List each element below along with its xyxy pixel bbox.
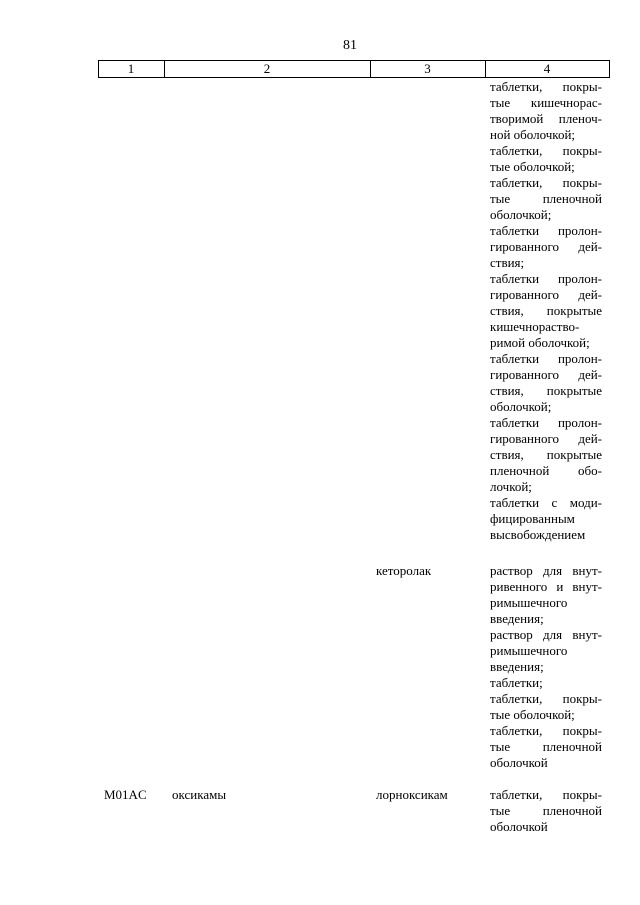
form-line: гированного дей- [490, 367, 602, 382]
form-line: таблетки пролон- [490, 415, 602, 430]
form-line: оболочкой; [490, 399, 552, 414]
form-line: таблетки пролон- [490, 351, 602, 366]
form-line: ствия, покрытые [490, 303, 602, 318]
form-line: раствор для внут- [490, 627, 602, 642]
form-line: ной оболочкой; [490, 127, 576, 142]
form-line: таблетки, покры- [490, 723, 602, 738]
form-line: тые оболочкой; [490, 707, 575, 722]
header-col-2: 2 [263, 61, 271, 76]
form-line: таблетки, покры- [490, 691, 602, 706]
form-line: тые пленочной [490, 739, 602, 754]
header-col-4: 4 [543, 61, 551, 76]
form-line: гированного дей- [490, 431, 602, 446]
form-line: таблетки, покры- [490, 79, 602, 94]
form-line: тые оболочкой; [490, 159, 575, 174]
form-line: таблетки с моди- [490, 495, 602, 510]
drug-group: оксикамы [172, 787, 227, 802]
form-line: ствия, покрытые [490, 447, 602, 462]
form-line: введения; [490, 659, 544, 674]
dosage-forms-continued [490, 79, 602, 543]
form-line: таблетки, покры- [490, 175, 602, 190]
form-line: введения; [490, 611, 544, 626]
page-number: 81 [343, 38, 357, 53]
form-line: тые пленочной [490, 191, 602, 206]
form-line: таблетки пролон- [490, 223, 602, 238]
form-line: тые пленочной [490, 803, 602, 818]
form-line: ствия, покрытые [490, 383, 602, 398]
form-line: таблетки; [490, 675, 543, 690]
drug-table [98, 60, 610, 78]
ketorolac-dosage-forms [490, 563, 602, 771]
form-line: таблетки пролон- [490, 271, 602, 286]
atc-code: M01AC [104, 787, 147, 802]
form-line: ствия; [490, 255, 525, 270]
form-line: высвобождением [490, 527, 586, 542]
form-line: оболочкой; [490, 207, 552, 222]
form-line: фицированным [490, 511, 575, 526]
form-line: гированного дей- [490, 239, 602, 254]
form-line: раствор для внут- [490, 563, 602, 578]
form-line: тые кишечнорас- [490, 95, 602, 110]
form-line: оболочкой [490, 755, 548, 770]
form-line: оболочкой [490, 819, 548, 834]
drug-name-ketorolac: кеторолак [376, 563, 432, 578]
form-line: гированного дей- [490, 287, 602, 302]
lornoxicam-dosage-forms [490, 787, 602, 835]
form-line: таблетки, покры- [490, 143, 602, 158]
form-line: римой оболочкой; [490, 335, 590, 350]
header-col-1: 1 [127, 61, 135, 76]
form-line: лочкой; [490, 479, 532, 494]
form-line: римышечного [490, 595, 568, 610]
form-line: таблетки, покры- [490, 787, 602, 802]
form-line: кишечнораство- [490, 319, 580, 334]
header-col-3: 3 [424, 61, 431, 76]
form-line: ривенного и внут- [490, 579, 602, 594]
table-header-row [98, 60, 610, 78]
form-line: пленочной обо- [490, 463, 602, 478]
drug-name-lornoxicam: лорноксикам [376, 787, 448, 802]
form-line: римышечного [490, 643, 568, 658]
form-line: творимой пленоч- [490, 111, 602, 126]
